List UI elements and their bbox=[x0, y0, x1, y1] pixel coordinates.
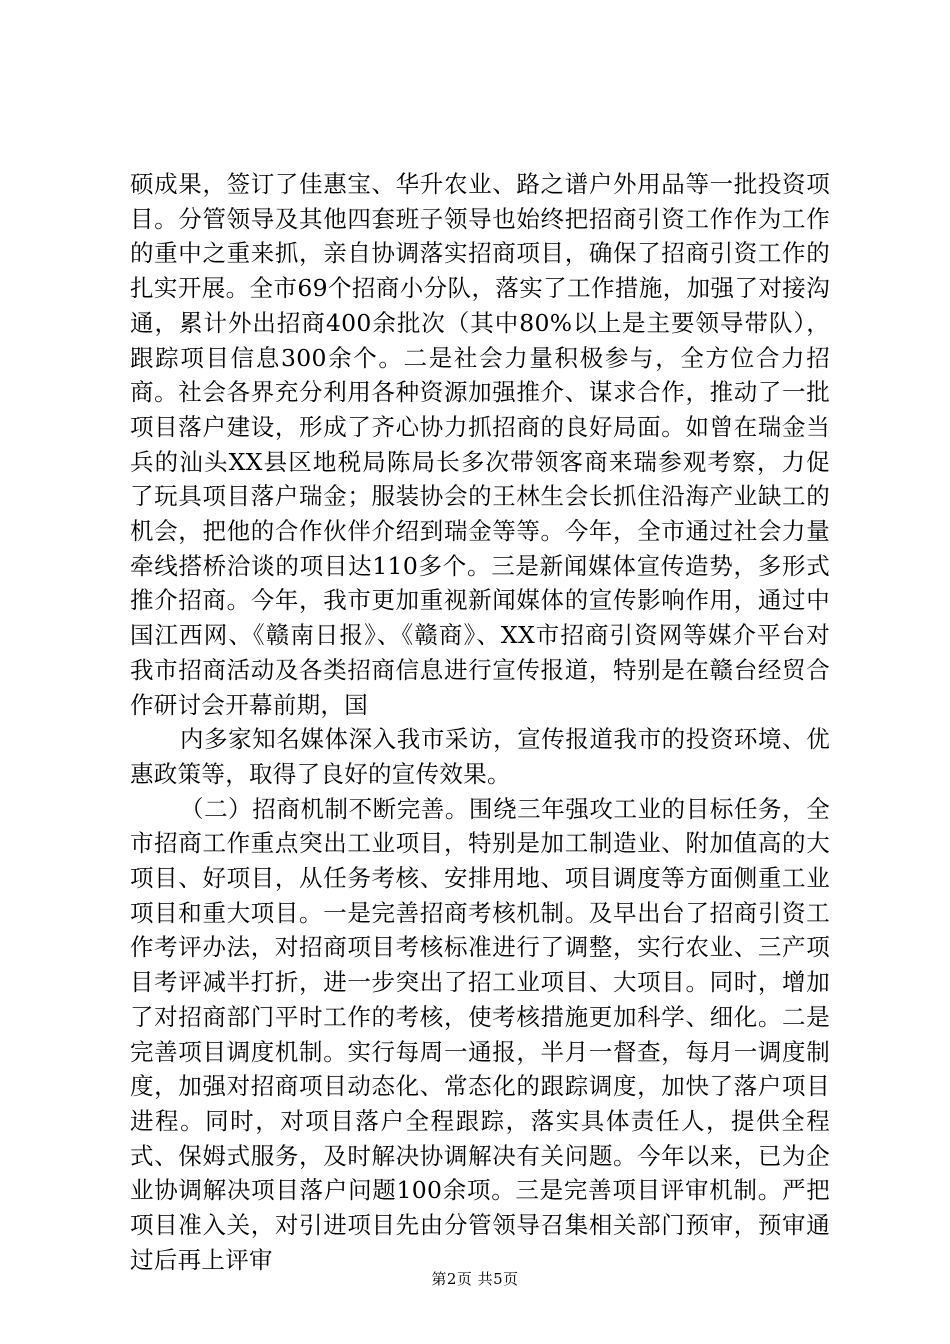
page-footer: 第2页 共5页 bbox=[431, 1270, 519, 1288]
document-body bbox=[130, 167, 830, 1278]
paragraph-media-coverage: 内多家知名媒体深入我市采访，宣传报道我市的投资环境、优惠政策等，取得了良好的宣传效果。 bbox=[130, 725, 830, 788]
paragraph-continued: 硕成果，签订了佳惠宝、华升农业、路之谱户外用品等一批投资项目。分管领导及其他四套班子领导也始终把招商引资工作作为工作的重中之重来抓，亲自协调落实招商项目，确保了招商引资工作的扎实开展。全市69个招商小分队，落实了工作措施，加强了对接沟通，累计外出招商400余批次（其中80%以上是主要领导带队），跟踪项目信息300余个。二是社会力量积极参与，全方位合力招商。社会各界充分利用各种资源加强推介、谋求合作，推动了一批项目落户建设，形成了齐心协力抓招商的良好局面。如曾在瑞金当兵的汕头XX县区地税局陈局长多次带领客商来瑞参观考察，力促了玩具项目落户瑞金；服装协会的王林生会长抓住沿海产业缺工的机会，把他的合作伙伴介绍到瑞金等等。今年，全市通过社会力量牵线搭桥洽谈的项目达110多个。三是新闻媒体宣传造势，多形式推介招商。今年，我市更加重视新闻媒体的宣传影响作用，通过中国江西网、《赣南日报》、《赣商》、XX市招商引资网等媒介平台对我市招商活动及各类招商信息进行宣传报道，特别是在赣台经贸合作研讨会开幕前期，国 bbox=[130, 170, 830, 719]
paragraph-mechanism: （二）招商机制不断完善。围绕三年强攻工业的目标任务，全市招商工作重点突出工业项目，特别是加工制造业、附加值高的大项目、好项目，从任务考核、安排用地、项目调度等方面侧重工业项目和重大项目。一是完善招商考核机制。及早出台了招商引资工作考评办法，对招商项目考核标准进行了调整，实行农业、三产项目考评减半打折，进一步突出了招工业项目、大项目。同时，增加了对招商部门平时工作的考核，使考核措施更加科学、细化。二是完善项目调度机制。实行每周一通报，半月一督查，每月一调度制度，加强对招商项目动态化、常态化的跟踪调度，加快了落户项目进程。同时，对项目落户全程跟踪，落实具体责任人，提供全程式、保姆式服务，及时解决协调解决有关问题。今年以来，已为企业协调解决项目落户问题100余项。三是完善项目评审机制。严把项目准入关，对引进项目先由分管领导召集相关部门预审，预审通过后再上评审 bbox=[130, 794, 830, 1274]
